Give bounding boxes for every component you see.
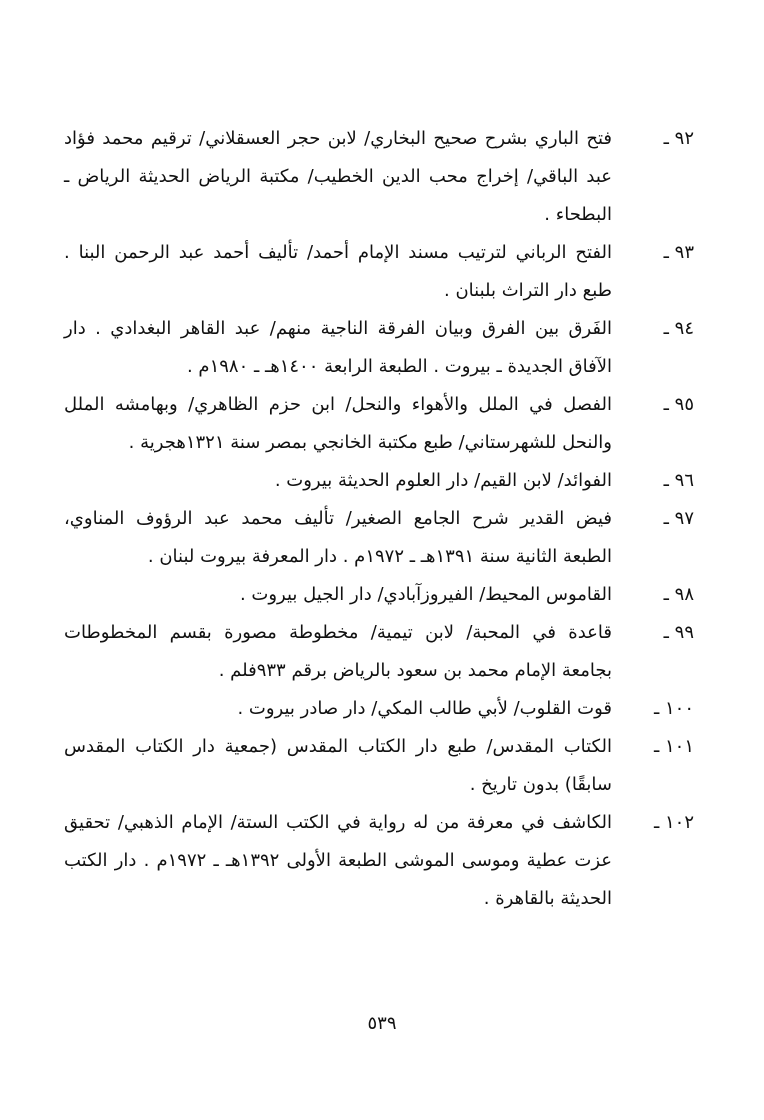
page-number: ٥٣٩ xyxy=(367,1013,397,1034)
entry-text: فتح الباري بشرح صحيح البخاري/ لابن حجر العسقلاني/ ترقيم محمد فؤاد عبد الباقي/ إخراج محب الدين الخطيب/ مكتبة الرياض الحديثة الرياض ـ البطحاء . xyxy=(64,128,612,225)
entry-text: الكاشف في معرفة من له رواية في الكتب الستة/ الإمام الذهبي/ تحقيق عزت عطية وموسى الموشى الطبعة الأولى ١٣٩٢هـ ـ ١٩٧٢م . دار الكتب الحديثة بالقاهرة . xyxy=(64,812,612,909)
entry-text: الكتاب المقدس/ طبع دار الكتاب المقدس (جمعية دار الكتاب المقدس سابقًا) بدون تاريخ . xyxy=(64,736,612,795)
entry-text: فيض القدير شرح الجامع الصغير/ تأليف محمد عبد الرؤوف المناوي، الطبعة الثانية سنة ١٣٩١هـ ـ ١٩٧٢م . دار المعرفة بيروت لبنان . xyxy=(64,508,612,567)
bibliography-entry xyxy=(64,462,694,500)
entry-number: ٩٤ ـ xyxy=(663,318,694,339)
entry-text: القاموس المحيط/ الفيروزآبادي/ دار الجيل بيروت . xyxy=(239,584,612,605)
entry-number: ٩٧ ـ xyxy=(663,508,694,529)
entry-number: ٩٨ ـ xyxy=(663,584,694,605)
entry-text: قوت القلوب/ لأبي طالب المكي/ دار صادر بيروت . xyxy=(237,698,612,719)
entry-text: الفوائد/ لابن القيم/ دار العلوم الحديثة بيروت . xyxy=(274,470,612,491)
entry-text: الفصل في الملل والأهواء والنحل/ ابن حزم الظاهري/ وبهامشه الملل والنحل للشهرستاني/ طبع مكتبة الخانجي بمصر سنة ١٣٢١هجرية . xyxy=(64,394,612,453)
entry-number: ١٠٢ ـ xyxy=(653,812,694,833)
bibliography-entry xyxy=(64,614,694,690)
bibliography-entry xyxy=(64,728,694,804)
bibliography-list xyxy=(64,120,694,918)
entry-text: قاعدة في المحبة/ لابن تيمية/ مخطوطة مصورة بقسم المخطوطات بجامعة الإمام محمد بن سعود بالرياض برقم ٩٣٣فلم . xyxy=(64,622,612,681)
bibliography-entry xyxy=(64,310,694,386)
bibliography-entry xyxy=(64,500,694,576)
entry-number: ٩٣ ـ xyxy=(663,242,694,263)
entry-number: ٩٩ ـ xyxy=(663,622,694,643)
bibliography-entry xyxy=(64,690,694,728)
entry-number: ١٠١ ـ xyxy=(653,736,694,757)
entry-text: الفتح الرباني لترتيب مسند الإمام أحمد/ تأليف أحمد عبد الرحمن البنا . طبع دار التراث بلبنان . xyxy=(64,242,612,301)
entry-text: الفَرق بين الفرق وبيان الفرقة الناجية منهم/ عبد القاهر البغدادي . دار الآفاق الجديدة ـ بيروت . الطبعة الرابعة ١٤٠٠هـ ـ ١٩٨٠م . xyxy=(64,318,612,377)
entry-number: ٩٢ ـ xyxy=(663,128,694,149)
bibliography-entry xyxy=(64,234,694,310)
entry-number: ١٠٠ ـ xyxy=(653,698,694,719)
entry-number: ٩٦ ـ xyxy=(663,470,694,491)
bibliography-entry xyxy=(64,804,694,918)
bibliography-entry xyxy=(64,576,694,614)
entry-number: ٩٥ ـ xyxy=(663,394,694,415)
bibliography-entry xyxy=(64,386,694,462)
bibliography-entry xyxy=(64,120,694,234)
